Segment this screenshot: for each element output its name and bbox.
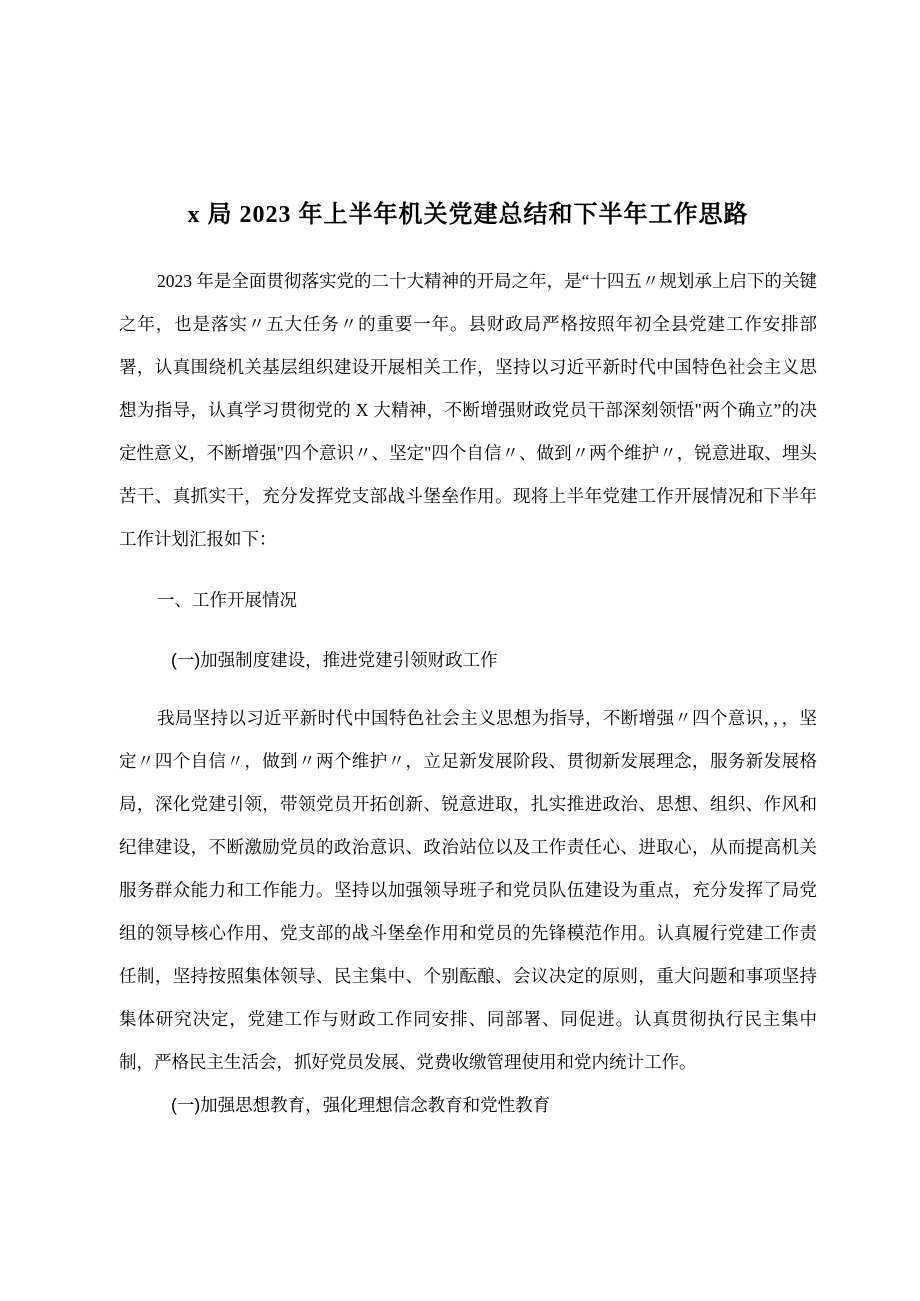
subsection-heading-system-building: (一)加强制度建设，推进党建引领财政工作: [171, 650, 498, 670]
subsection-heading-ideological-education: (一)加强思想教育，强化理想信念教育和党性教育: [171, 1095, 551, 1115]
document-title: x 局 2023 年上半年机关党建总结和下半年工作思路: [187, 202, 749, 228]
section-heading-work-progress: 一、工作开展情况: [157, 590, 297, 610]
main-paragraph: 我局坚持以习近平新时代中国特色社会主义思想为指导，不断增强〃四个意识，，，坚定〃四个自信〃，做到〃两个维护〃，立足新发展阶段、贯彻新发展理念，服务新发展格局，深化党建引领，带领党员开拓创新、锐意进取，扎实推进政治、思想、组织、作风和纪律建设，不断激励党员的政治意识、政治站位以及工作责任心、进取心，从而提高机关服务群众能力和工作能力。坚持以加强领导班子和党员队伍建设为重点，充分发挥了局党组的领导核心作用、党支部的战斗堡垒作用和党员的先锋模范作用。认真履行党建工作责任制，坚持按照集体领导、民主集中、个别酝酿、会议决定的原则，重大问题和事项坚持集体研究决定，党建工作与财政工作同安排、同部署、同促进。认真贯彻执行民主集中制，严格民主生活会，抓好党员发展、党费收缴管理使用和党内统计工作。: [119, 708, 817, 1072]
intro-paragraph: 2023 年是全面贯彻落实党的二十大精神的开局之年，是“十四五〃规划承上启下的关键之年，也是落实〃五大任务〃的重要一年。县财政局严格按照年初全县党建工作安排部署，认真围绕机关基层组织建设开展相关工作，坚持以习近平新时代中国特色社会主义思想为指导，认真学习贯彻党的 X 大精神，不断增强财政党员干部深刻领悟"两个确立”的决定性意义，不断增强"四个意识〃、坚定"四个自信〃、做到〃两个维护〃，锐意进取、埋头苦干、真抓实干，充分发挥党支部战斗堡垒作用。现将上半年党建工作开展情况和下半年工作计划汇报如下：: [119, 271, 817, 549]
